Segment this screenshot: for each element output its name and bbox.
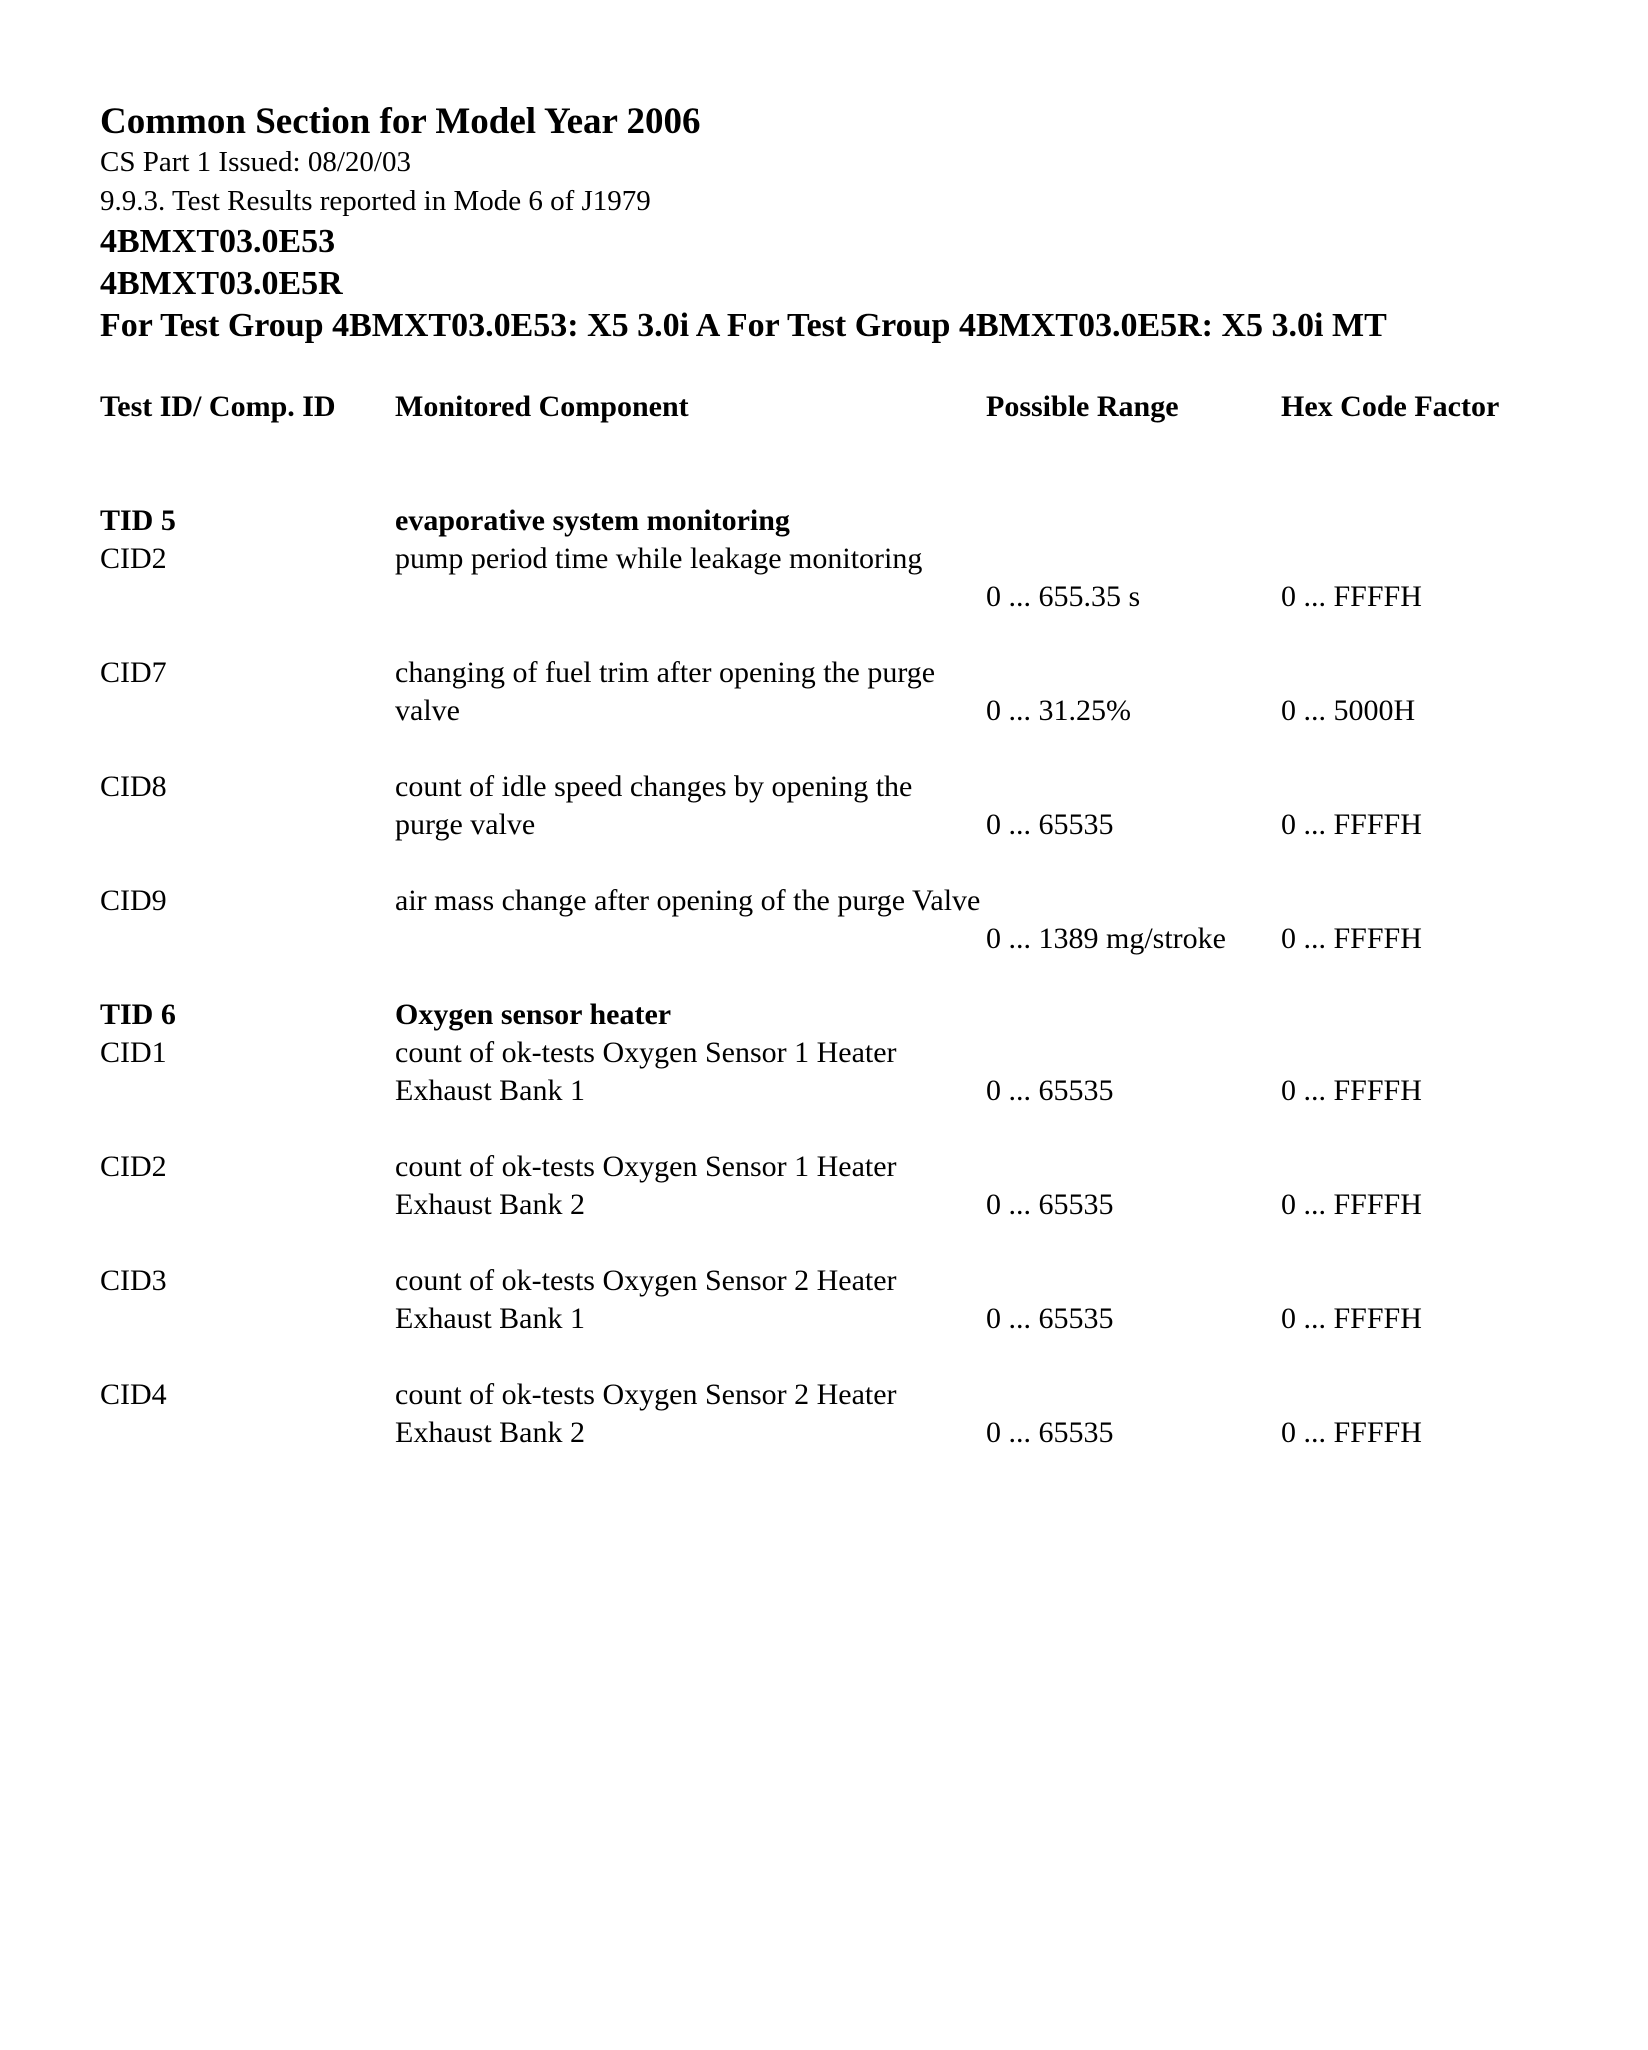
table-row bbox=[100, 768, 1620, 882]
group-title: evaporative system monitoring bbox=[395, 504, 790, 537]
range-cell: 0 ... 65535 bbox=[986, 808, 1114, 841]
cid-cell: CID2 bbox=[100, 1150, 167, 1183]
cid-cell: CID1 bbox=[100, 1036, 167, 1069]
range-cell: 0 ... 65535 bbox=[986, 1074, 1114, 1107]
component-cell: count of ok-tests Oxygen Sensor 1 Heater Exhaust Bank 2 bbox=[395, 1150, 897, 1221]
range-cell: 0 ... 655.35 s bbox=[986, 580, 1141, 613]
cid-cell: CID9 bbox=[100, 884, 167, 917]
hex-cell: 0 ... FFFFH bbox=[1281, 1188, 1422, 1221]
table-row bbox=[100, 1376, 1620, 1490]
cid-cell: CID4 bbox=[100, 1378, 167, 1411]
component-cell: count of ok-tests Oxygen Sensor 2 Heater Exhaust Bank 1 bbox=[395, 1264, 897, 1335]
cid-cell: CID3 bbox=[100, 1264, 167, 1297]
table-row bbox=[100, 882, 1620, 996]
hex-cell: 0 ... FFFFH bbox=[1281, 1302, 1422, 1335]
hex-cell: 0 ... FFFFH bbox=[1281, 922, 1422, 955]
cid-cell: CID8 bbox=[100, 770, 167, 803]
cid-cell: CID2 bbox=[100, 542, 167, 575]
document-header bbox=[100, 100, 1620, 347]
group-header-tid5 bbox=[100, 502, 1620, 540]
component-cell: count of ok-tests Oxygen Sensor 2 Heater Exhaust Bank 2 bbox=[395, 1378, 897, 1449]
table-row bbox=[100, 1262, 1620, 1376]
range-cell: 0 ... 31.25% bbox=[986, 694, 1131, 727]
hex-cell: 0 ... FFFFH bbox=[1281, 1416, 1422, 1449]
document-title: Common Section for Model Year 2006 bbox=[100, 101, 701, 142]
component-cell: count of ok-tests Oxygen Sensor 1 Heater Exhaust Bank 1 bbox=[395, 1036, 897, 1107]
group-header-tid6 bbox=[100, 996, 1620, 1034]
hex-cell: 0 ... FFFFH bbox=[1281, 580, 1422, 613]
table-row bbox=[100, 540, 1620, 654]
test-group-code-2: 4BMXT03.0E5R bbox=[100, 265, 343, 302]
table-row bbox=[100, 1034, 1620, 1148]
range-cell: 0 ... 65535 bbox=[986, 1416, 1114, 1449]
group-title: Oxygen sensor heater bbox=[395, 998, 672, 1031]
component-cell: count of idle speed changes by opening the purge valve bbox=[395, 770, 913, 841]
hex-cell: 0 ... FFFFH bbox=[1281, 808, 1422, 841]
mode6-test-table bbox=[100, 388, 1620, 1490]
tid-label: TID 6 bbox=[100, 998, 176, 1031]
column-header-hex: Hex Code Factor bbox=[1281, 390, 1500, 423]
component-cell: pump period time while leakage monitoring bbox=[395, 542, 923, 575]
range-cell: 0 ... 65535 bbox=[986, 1188, 1114, 1221]
hex-cell: 0 ... 5000H bbox=[1281, 694, 1416, 727]
test-group-description: For Test Group 4BMXT03.0E53: X5 3.0i A For Test Group 4BMXT03.0E5R: X5 3.0i MT bbox=[100, 307, 1387, 344]
column-header-range: Possible Range bbox=[986, 390, 1179, 423]
component-cell: changing of fuel trim after opening the purge valve bbox=[395, 656, 936, 727]
table-header-row bbox=[100, 388, 1620, 502]
hex-cell: 0 ... FFFFH bbox=[1281, 1074, 1422, 1107]
range-cell: 0 ... 65535 bbox=[986, 1302, 1114, 1335]
section-line: 9.9.3. Test Results reported in Mode 6 of J1979 bbox=[100, 185, 651, 217]
cid-cell: CID7 bbox=[100, 656, 167, 689]
issued-line: CS Part 1 Issued: 08/20/03 bbox=[100, 146, 411, 178]
column-header-test-id: Test ID/ Comp. ID bbox=[100, 390, 336, 423]
component-cell: air mass change after opening of the purge Valve bbox=[395, 884, 981, 917]
tid-label: TID 5 bbox=[100, 504, 176, 537]
test-group-code-1: 4BMXT03.0E53 bbox=[100, 223, 336, 260]
table-row bbox=[100, 654, 1620, 768]
range-cell: 0 ... 1389 mg/stroke bbox=[986, 922, 1226, 955]
table-row bbox=[100, 1148, 1620, 1262]
column-header-component: Monitored Component bbox=[395, 390, 689, 423]
